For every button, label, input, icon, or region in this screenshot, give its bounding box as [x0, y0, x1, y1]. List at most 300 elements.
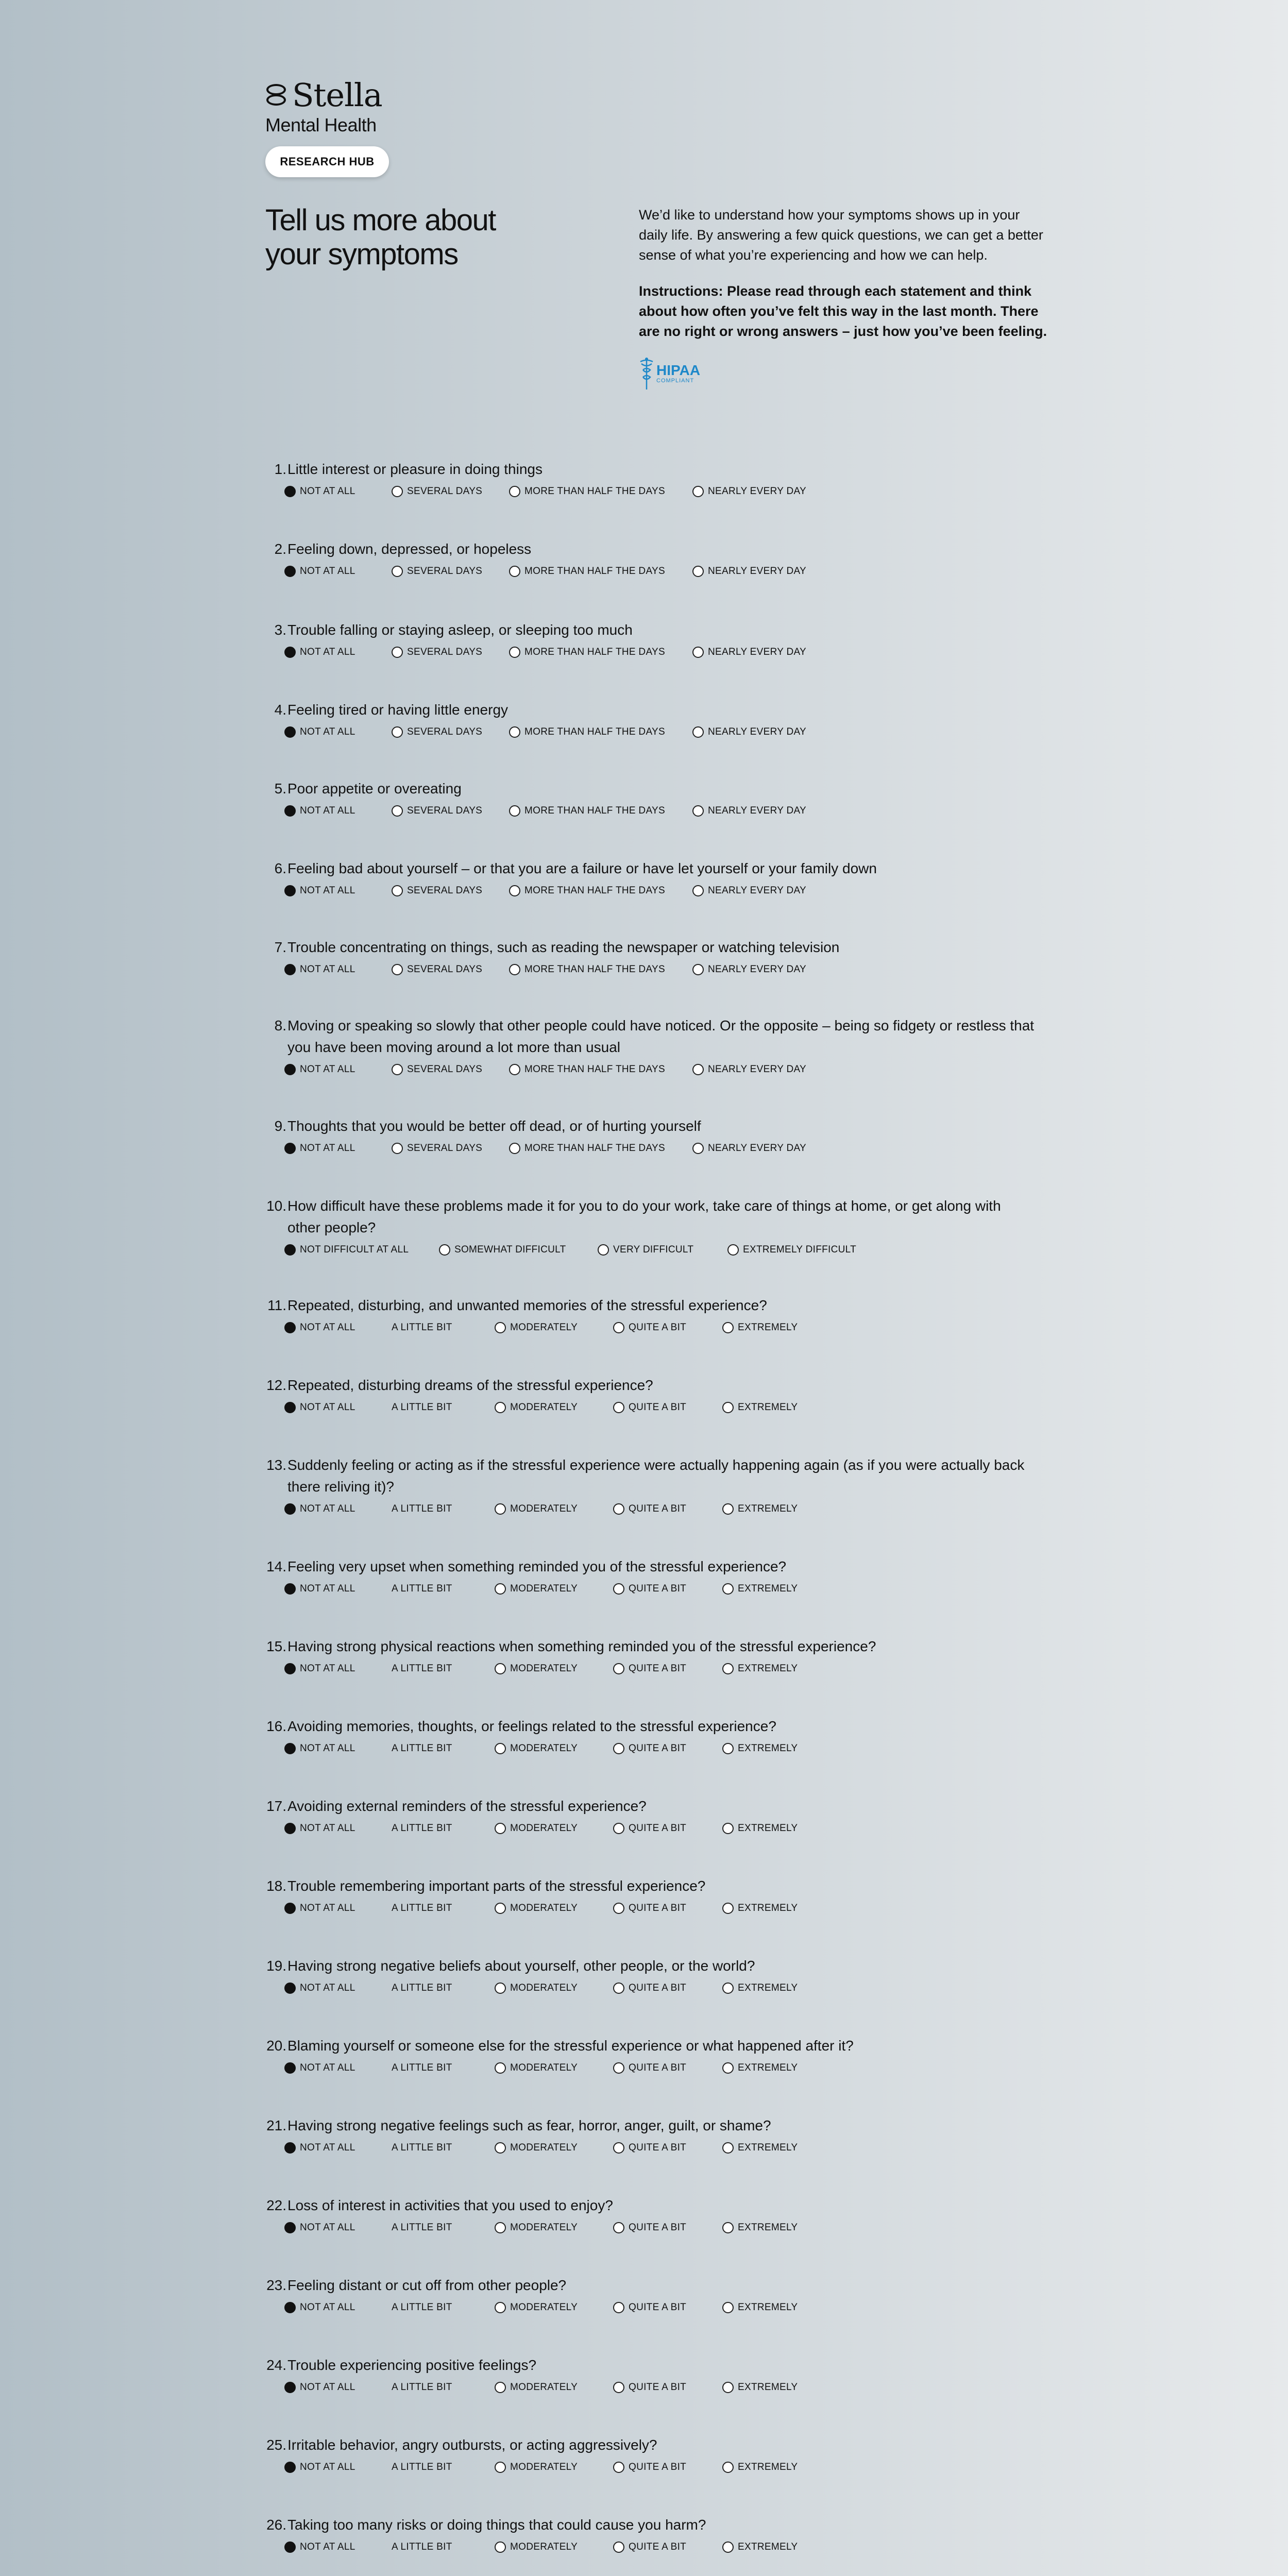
- option-more-than-half-the-days[interactable]: [509, 1139, 665, 1158]
- radio-button[interactable]: [722, 2302, 734, 2313]
- option-a-little-bit[interactable]: [392, 2218, 452, 2237]
- option-not-at-all[interactable]: [284, 643, 355, 662]
- radio-button[interactable]: [692, 1143, 704, 1154]
- radio-button[interactable]: [692, 726, 704, 738]
- option-more-than-half-the-days[interactable]: [509, 482, 665, 501]
- option-more-than-half-the-days[interactable]: [509, 802, 665, 820]
- option-several-days[interactable]: [392, 482, 482, 501]
- option-more-than-half-the-days[interactable]: [509, 723, 665, 741]
- question-19: [258, 1955, 1061, 1997]
- radio-button[interactable]: [722, 2062, 734, 2074]
- radio-button[interactable]: [613, 2142, 624, 2154]
- question-row: [258, 619, 1061, 641]
- option-not-at-all[interactable]: [284, 2298, 355, 2317]
- option-quite-a-bit[interactable]: [613, 1979, 686, 1997]
- question-row: [258, 1875, 1061, 1897]
- radio-button[interactable]: [495, 1583, 506, 1595]
- option-not-at-all[interactable]: [284, 1979, 355, 1997]
- option-moderately[interactable]: [495, 2538, 578, 2556]
- radio-button[interactable]: [284, 1743, 296, 1754]
- radio-button[interactable]: [392, 805, 403, 817]
- radio-button[interactable]: [613, 2462, 624, 2473]
- radio-button[interactable]: [284, 2222, 296, 2233]
- radio-button[interactable]: [495, 1663, 506, 1674]
- option-extremely[interactable]: [722, 1739, 798, 1758]
- question-row: [258, 1556, 1061, 1578]
- option-several-days[interactable]: [392, 960, 482, 979]
- radio-button[interactable]: [284, 2541, 296, 2553]
- answer-options: [258, 1500, 1061, 1518]
- option-label: MODERATELY: [510, 2382, 578, 2393]
- option-label: QUITE A BIT: [629, 1903, 687, 1913]
- radio-button[interactable]: [509, 486, 520, 497]
- radio-button[interactable]: [692, 964, 704, 975]
- option-a-little-bit[interactable]: [392, 2458, 452, 2477]
- radio-button[interactable]: [613, 1322, 624, 1333]
- option-extremely[interactable]: [722, 1580, 798, 1598]
- option-extremely[interactable]: [722, 1318, 798, 1337]
- option-not-at-all[interactable]: [284, 802, 355, 820]
- radio-button[interactable]: [284, 1583, 296, 1595]
- page-title: Tell us more about your symptoms: [265, 204, 496, 271]
- radio-button[interactable]: [284, 1064, 296, 1075]
- question-number: 18.: [266, 1878, 286, 1894]
- option-moderately[interactable]: [495, 2059, 578, 2077]
- option-label: SEVERAL DAYS: [407, 647, 483, 657]
- option-not-at-all[interactable]: [284, 482, 355, 501]
- radio-button[interactable]: [692, 486, 704, 497]
- radio-button[interactable]: [495, 1903, 506, 1914]
- option-not-at-all[interactable]: [284, 723, 355, 741]
- radio-button[interactable]: [495, 2142, 506, 2154]
- question-15: [258, 1636, 1061, 1678]
- option-moderately[interactable]: [495, 1819, 578, 1838]
- option-a-little-bit[interactable]: [392, 1819, 452, 1838]
- option-moderately[interactable]: [495, 2218, 578, 2237]
- option-moderately[interactable]: [495, 2378, 578, 2397]
- option-extremely[interactable]: [722, 2059, 798, 2077]
- option-quite-a-bit[interactable]: [613, 2458, 686, 2477]
- option-not-at-all[interactable]: [284, 2458, 355, 2477]
- option-label: QUITE A BIT: [629, 1743, 687, 1754]
- radio-button[interactable]: [284, 1503, 296, 1515]
- option-not-difficult-at-all[interactable]: [284, 1241, 409, 1259]
- option-label: NOT AT ALL: [300, 964, 355, 975]
- option-label: EXTREMELY: [738, 1402, 798, 1413]
- option-moderately[interactable]: [495, 1500, 578, 1518]
- option-moderately[interactable]: [495, 1580, 578, 1598]
- radio-button[interactable]: [613, 1402, 624, 1413]
- answer-options: [258, 1241, 1061, 1259]
- option-label: QUITE A BIT: [629, 1982, 687, 1993]
- radio-button[interactable]: [495, 2302, 506, 2313]
- question-text: Feeling bad about yourself – or that you are a failure or have let yourself or your family down: [287, 860, 877, 876]
- option-extremely[interactable]: [722, 1398, 798, 1417]
- option-a-little-bit[interactable]: [392, 1318, 452, 1337]
- radio-button[interactable]: [722, 2222, 734, 2233]
- option-moderately[interactable]: [495, 1739, 578, 1758]
- option-label: EXTREMELY: [738, 1503, 798, 1514]
- option-nearly-every-day[interactable]: [692, 482, 806, 501]
- radio-button[interactable]: [722, 2541, 734, 2553]
- option-quite-a-bit[interactable]: [613, 2298, 686, 2317]
- radio-button[interactable]: [284, 1244, 296, 1256]
- option-quite-a-bit[interactable]: [613, 1899, 686, 1918]
- option-moderately[interactable]: [495, 2458, 578, 2477]
- radio-button[interactable]: [722, 1402, 734, 1413]
- question-number: 15.: [266, 1638, 286, 1654]
- radio-button[interactable]: [722, 1503, 734, 1515]
- radio-button[interactable]: [284, 486, 296, 497]
- option-quite-a-bit[interactable]: [613, 2059, 686, 2077]
- option-label: QUITE A BIT: [629, 1823, 687, 1834]
- option-label: QUITE A BIT: [629, 1583, 687, 1594]
- answer-options: [258, 1659, 1061, 1678]
- option-more-than-half-the-days[interactable]: [509, 643, 665, 662]
- option-more-than-half-the-days[interactable]: [509, 882, 665, 900]
- option-several-days[interactable]: [392, 1060, 482, 1079]
- radio-button[interactable]: [495, 2462, 506, 2473]
- option-several-days[interactable]: [392, 882, 482, 900]
- option-a-little-bit[interactable]: [392, 2538, 452, 2556]
- radio-button[interactable]: [727, 1244, 739, 1256]
- option-not-at-all[interactable]: [284, 1739, 355, 1758]
- radio-button[interactable]: [284, 964, 296, 975]
- option-moderately[interactable]: [495, 1318, 578, 1337]
- option-not-at-all[interactable]: [284, 1500, 355, 1518]
- option-label: A LITTLE BIT: [392, 2382, 452, 2393]
- option-quite-a-bit[interactable]: [613, 2378, 686, 2397]
- radio-button[interactable]: [284, 647, 296, 658]
- option-a-little-bit[interactable]: [392, 2139, 452, 2157]
- radio-button[interactable]: [613, 1583, 624, 1595]
- option-moderately[interactable]: [495, 1398, 578, 1417]
- radio-button[interactable]: [509, 566, 520, 577]
- option-somewhat-difficult[interactable]: [439, 1241, 566, 1259]
- question-number: 2.: [274, 541, 286, 557]
- radio-button[interactable]: [692, 885, 704, 896]
- option-label: MODERATELY: [510, 2302, 578, 2313]
- option-extremely[interactable]: [722, 1979, 798, 1997]
- radio-button[interactable]: [495, 1743, 506, 1754]
- option-a-little-bit[interactable]: [392, 1979, 452, 1997]
- radio-button[interactable]: [613, 1823, 624, 1834]
- question-text: How difficult have these problems made it for you to do your work, take care of things at home, or get along with other people?: [287, 1198, 1001, 1235]
- question-text: Feeling down, depressed, or hopeless: [287, 541, 532, 557]
- radio-button[interactable]: [722, 1663, 734, 1674]
- option-label: A LITTLE BIT: [392, 1663, 452, 1674]
- option-not-at-all[interactable]: [284, 1318, 355, 1337]
- option-label: QUITE A BIT: [629, 2062, 687, 2073]
- option-very-difficult[interactable]: [598, 1241, 693, 1259]
- radio-button[interactable]: [495, 1503, 506, 1515]
- option-not-at-all[interactable]: [284, 1580, 355, 1598]
- radio-button[interactable]: [722, 1322, 734, 1333]
- radio-button[interactable]: [722, 2382, 734, 2393]
- option-label: EXTREMELY: [738, 2541, 798, 2552]
- option-not-at-all[interactable]: [284, 1819, 355, 1838]
- radio-button[interactable]: [284, 885, 296, 896]
- radio-button[interactable]: [613, 1982, 624, 1994]
- option-a-little-bit[interactable]: [392, 1899, 452, 1918]
- option-label: A LITTLE BIT: [392, 1743, 452, 1754]
- radio-button[interactable]: [692, 1064, 704, 1075]
- radio-button[interactable]: [722, 2462, 734, 2473]
- question-text: Thoughts that you would be better off dead, or of hurting yourself: [287, 1118, 701, 1134]
- option-label: MODERATELY: [510, 2062, 578, 2073]
- answer-options: [258, 1398, 1061, 1417]
- radio-button[interactable]: [392, 1143, 403, 1154]
- question-row: [258, 1716, 1061, 1737]
- radio-button[interactable]: [722, 2142, 734, 2154]
- radio-button[interactable]: [284, 1823, 296, 1834]
- radio-button[interactable]: [284, 2382, 296, 2393]
- option-label: MODERATELY: [510, 1982, 578, 1993]
- question-text: Trouble falling or staying asleep, or sleeping too much: [287, 622, 633, 638]
- radio-button[interactable]: [284, 566, 296, 577]
- option-moderately[interactable]: [495, 1659, 578, 1678]
- option-extremely[interactable]: [722, 1899, 798, 1918]
- option-label: NEARLY EVERY DAY: [708, 1064, 807, 1075]
- option-not-at-all[interactable]: [284, 1139, 355, 1158]
- option-a-little-bit[interactable]: [392, 2298, 452, 2317]
- radio-button[interactable]: [495, 2382, 506, 2393]
- question-number: 10.: [266, 1198, 286, 1214]
- option-quite-a-bit[interactable]: [613, 1398, 686, 1417]
- option-moderately[interactable]: [495, 2298, 578, 2317]
- option-a-little-bit[interactable]: [392, 1500, 452, 1518]
- radio-button[interactable]: [284, 1143, 296, 1154]
- radio-button[interactable]: [722, 1583, 734, 1595]
- radio-button[interactable]: [692, 647, 704, 658]
- radio-button[interactable]: [392, 885, 403, 896]
- option-quite-a-bit[interactable]: [613, 1659, 686, 1678]
- radio-button[interactable]: [495, 2541, 506, 2553]
- option-several-days[interactable]: [392, 1139, 482, 1158]
- option-not-at-all[interactable]: [284, 2538, 355, 2556]
- option-label: SEVERAL DAYS: [407, 805, 483, 816]
- option-extremely[interactable]: [722, 2458, 798, 2477]
- option-more-than-half-the-days[interactable]: [509, 960, 665, 979]
- radio-button[interactable]: [613, 2382, 624, 2393]
- option-moderately[interactable]: [495, 1979, 578, 1997]
- option-label: MODERATELY: [510, 1503, 578, 1514]
- radio-button[interactable]: [392, 486, 403, 497]
- option-extremely[interactable]: [722, 1819, 798, 1838]
- radio-button[interactable]: [495, 1823, 506, 1834]
- option-nearly-every-day[interactable]: [692, 882, 806, 900]
- radio-button[interactable]: [509, 964, 520, 975]
- radio-button[interactable]: [509, 885, 520, 896]
- option-nearly-every-day[interactable]: [692, 1060, 806, 1079]
- option-label: NOT AT ALL: [300, 2222, 355, 2233]
- option-label: NEARLY EVERY DAY: [708, 486, 807, 497]
- option-not-at-all[interactable]: [284, 1398, 355, 1417]
- radio-button[interactable]: [495, 2062, 506, 2074]
- answer-options: [258, 1979, 1061, 1997]
- radio-button[interactable]: [284, 805, 296, 817]
- hipaa-badge: [639, 355, 700, 392]
- radio-button[interactable]: [509, 647, 520, 658]
- option-label: NOT AT ALL: [300, 1503, 355, 1514]
- radio-button[interactable]: [509, 805, 520, 817]
- option-a-little-bit[interactable]: [392, 1580, 452, 1598]
- radio-button[interactable]: [392, 726, 403, 738]
- option-not-at-all[interactable]: [284, 562, 355, 581]
- option-quite-a-bit[interactable]: [613, 1500, 686, 1518]
- option-not-at-all[interactable]: [284, 1659, 355, 1678]
- option-several-days[interactable]: [392, 643, 482, 662]
- option-label: NOT AT ALL: [300, 1583, 355, 1594]
- radio-button[interactable]: [613, 1743, 624, 1754]
- radio-button[interactable]: [495, 1322, 506, 1333]
- option-label: A LITTLE BIT: [392, 1322, 452, 1333]
- option-a-little-bit[interactable]: [392, 2378, 452, 2397]
- option-a-little-bit[interactable]: [392, 2059, 452, 2077]
- option-label: MORE THAN HALF THE DAYS: [524, 805, 665, 816]
- radio-button[interactable]: [509, 726, 520, 738]
- question-number: 9.: [274, 1118, 286, 1134]
- option-not-at-all[interactable]: [284, 2059, 355, 2077]
- radio-button[interactable]: [284, 1903, 296, 1914]
- option-a-little-bit[interactable]: [392, 1398, 452, 1417]
- radio-button[interactable]: [598, 1244, 609, 1256]
- option-nearly-every-day[interactable]: [692, 802, 806, 820]
- option-not-at-all[interactable]: [284, 1060, 355, 1079]
- option-moderately[interactable]: [495, 1899, 578, 1918]
- radio-button[interactable]: [613, 1903, 624, 1914]
- radio-button[interactable]: [722, 1743, 734, 1754]
- option-nearly-every-day[interactable]: [692, 960, 806, 979]
- option-nearly-every-day[interactable]: [692, 562, 806, 581]
- option-moderately[interactable]: [495, 2139, 578, 2157]
- option-extremely[interactable]: [722, 1500, 798, 1518]
- option-label: EXTREMELY: [738, 1583, 798, 1594]
- radio-button[interactable]: [613, 2062, 624, 2074]
- question-row: [258, 2354, 1061, 2376]
- radio-button[interactable]: [284, 1663, 296, 1674]
- radio-button[interactable]: [284, 2142, 296, 2154]
- option-nearly-every-day[interactable]: [692, 1139, 806, 1158]
- option-extremely[interactable]: [722, 2298, 798, 2317]
- option-quite-a-bit[interactable]: [613, 2139, 686, 2157]
- brand-logo[interactable]: [265, 77, 382, 136]
- option-quite-a-bit[interactable]: [613, 2538, 686, 2556]
- option-label: MORE THAN HALF THE DAYS: [524, 726, 665, 737]
- option-not-at-all[interactable]: [284, 2139, 355, 2157]
- radio-button[interactable]: [692, 566, 704, 577]
- question-number: 4.: [274, 702, 286, 718]
- option-label: NOT AT ALL: [300, 1823, 355, 1834]
- radio-button[interactable]: [284, 1982, 296, 1994]
- option-not-at-all[interactable]: [284, 882, 355, 900]
- option-nearly-every-day[interactable]: [692, 723, 806, 741]
- radio-button[interactable]: [284, 1322, 296, 1333]
- option-not-at-all[interactable]: [284, 1899, 355, 1918]
- option-quite-a-bit[interactable]: [613, 1318, 686, 1337]
- option-extremely[interactable]: [722, 2218, 798, 2237]
- radio-button[interactable]: [392, 964, 403, 975]
- option-nearly-every-day[interactable]: [692, 643, 806, 662]
- radio-button[interactable]: [495, 2222, 506, 2233]
- question-number: 14.: [266, 1558, 286, 1574]
- answer-options: [258, 2298, 1061, 2317]
- hipaa-text: [656, 363, 700, 384]
- question-text: Poor appetite or overeating: [287, 781, 462, 796]
- option-not-at-all[interactable]: [284, 2378, 355, 2397]
- radio-button[interactable]: [722, 1903, 734, 1914]
- option-several-days[interactable]: [392, 802, 482, 820]
- option-extremely[interactable]: [722, 2378, 798, 2397]
- radio-button[interactable]: [722, 1823, 734, 1834]
- research-hub-button[interactable]: RESEARCH HUB: [265, 146, 389, 177]
- option-quite-a-bit[interactable]: [613, 1739, 686, 1758]
- radio-button[interactable]: [392, 1064, 403, 1075]
- option-label: MODERATELY: [510, 1743, 578, 1754]
- radio-button[interactable]: [692, 805, 704, 817]
- radio-button[interactable]: [284, 2062, 296, 2074]
- radio-button[interactable]: [392, 647, 403, 658]
- option-quite-a-bit[interactable]: [613, 1580, 686, 1598]
- option-label: SEVERAL DAYS: [407, 885, 483, 896]
- radio-button[interactable]: [509, 1143, 520, 1154]
- option-not-at-all[interactable]: [284, 960, 355, 979]
- option-label: NOT AT ALL: [300, 1064, 355, 1075]
- question-row: [258, 937, 1061, 958]
- radio-button[interactable]: [439, 1244, 450, 1256]
- radio-button[interactable]: [495, 1982, 506, 1994]
- question-10: [258, 1195, 1061, 1259]
- option-extremely[interactable]: [722, 1659, 798, 1678]
- option-quite-a-bit[interactable]: [613, 1819, 686, 1838]
- radio-button[interactable]: [284, 726, 296, 738]
- radio-button[interactable]: [613, 2222, 624, 2233]
- radio-button[interactable]: [495, 1402, 506, 1413]
- option-more-than-half-the-days[interactable]: [509, 1060, 665, 1079]
- radio-button[interactable]: [284, 2462, 296, 2473]
- option-label: EXTREMELY: [738, 1823, 798, 1834]
- option-more-than-half-the-days[interactable]: [509, 562, 665, 581]
- question-9: [258, 1115, 1061, 1158]
- radio-button[interactable]: [284, 1402, 296, 1413]
- option-quite-a-bit[interactable]: [613, 2218, 686, 2237]
- question-text: Feeling distant or cut off from other people?: [287, 2277, 567, 2293]
- question-number: 22.: [266, 2197, 286, 2213]
- option-a-little-bit[interactable]: [392, 1659, 452, 1678]
- question-7: [258, 937, 1061, 979]
- option-extremely-difficult[interactable]: [727, 1241, 856, 1259]
- radio-button[interactable]: [613, 2302, 624, 2313]
- option-extremely[interactable]: [722, 2139, 798, 2157]
- radio-button[interactable]: [509, 1064, 520, 1075]
- question-5: [258, 778, 1061, 820]
- option-several-days[interactable]: [392, 562, 482, 581]
- question-16: [258, 1716, 1061, 1758]
- radio-button[interactable]: [392, 566, 403, 577]
- option-label: NEARLY EVERY DAY: [708, 885, 807, 896]
- option-label: EXTREMELY: [738, 2062, 798, 2073]
- question-13: [258, 1454, 1061, 1518]
- radio-button[interactable]: [613, 1663, 624, 1674]
- radio-button[interactable]: [284, 2302, 296, 2313]
- option-a-little-bit[interactable]: [392, 1739, 452, 1758]
- option-not-at-all[interactable]: [284, 2218, 355, 2237]
- radio-button[interactable]: [613, 2541, 624, 2553]
- radio-button[interactable]: [613, 1503, 624, 1515]
- option-extremely[interactable]: [722, 2538, 798, 2556]
- radio-button[interactable]: [722, 1982, 734, 1994]
- option-several-days[interactable]: [392, 723, 482, 741]
